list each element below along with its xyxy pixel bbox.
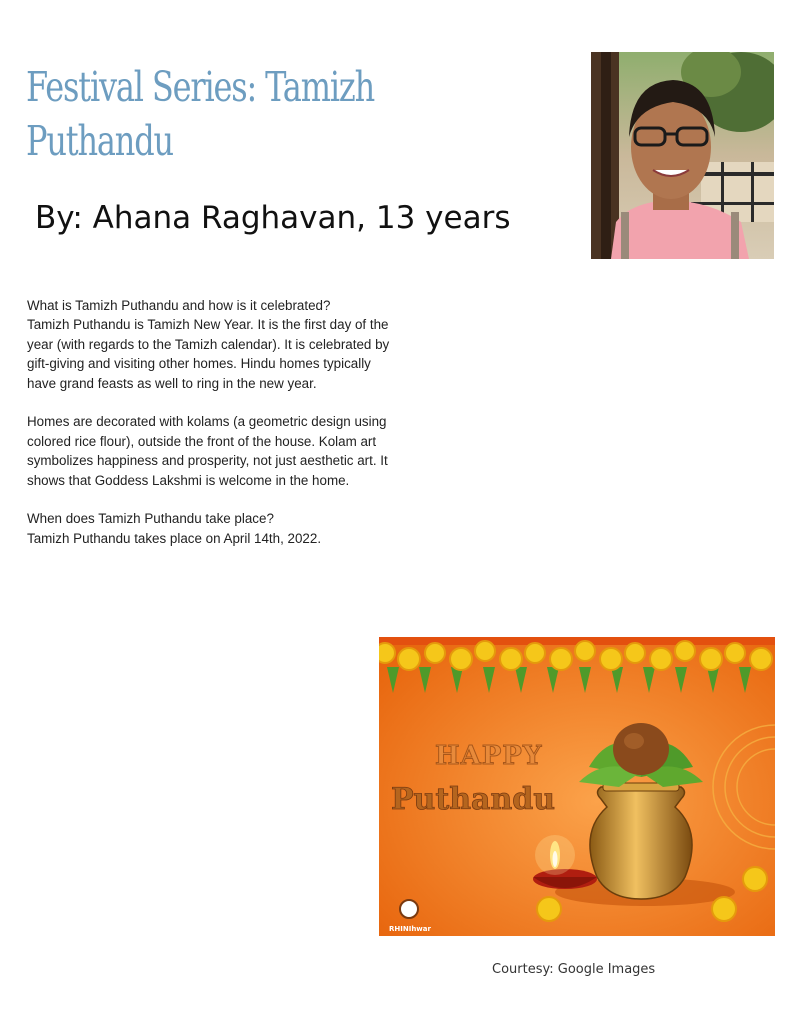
text-line: Homes are decorated with kolams (a geometric design using: [27, 414, 387, 430]
banner-happy-text: HAPPY: [435, 741, 543, 771]
author-photo: [591, 52, 774, 259]
text-line: shows that Goddess Lakshmi is welcome in the home.: [27, 472, 350, 488]
author-byline: By: Ahana Raghavan, 13 years: [35, 200, 511, 236]
page-title: [26, 60, 375, 168]
banner-illustration: [379, 637, 775, 936]
happy-puthandu-banner: [379, 637, 775, 936]
image-credit: Courtesy: Google Images: [492, 962, 656, 977]
text-line: gift-giving and visiting other homes. Hindu homes typically: [27, 356, 371, 372]
article-body: [27, 296, 447, 568]
text-line: Tamizh Puthandu takes place on April 14th, 2022.: [27, 530, 322, 546]
author-photo-illustration: [591, 52, 774, 259]
text-line: year (with regards to the Tamizh calendar). It is celebrated by: [27, 336, 390, 352]
text-line: Tamizh Puthandu is Tamizh New Year. It is the first day of the: [27, 317, 389, 333]
banner-puthandu-text: Puthandu: [391, 782, 556, 817]
text-line: When does Tamizh Puthandu take place?: [27, 511, 274, 527]
paragraph-date: [27, 509, 447, 548]
title-line-2: Puthandu: [26, 117, 173, 165]
paragraph-celebration: [27, 296, 447, 393]
text-line: colored rice flour), outside the front of the house. Kolam art: [27, 433, 377, 449]
text-line: have grand feasts as well to ring in the new year.: [27, 375, 317, 391]
title-line-1: Festival Series: Tamizh: [26, 63, 375, 111]
text-line: What is Tamizh Puthandu and how is it celebrated?: [27, 298, 331, 313]
text-line: symbolizes happiness and prosperity, not just aesthetic art. It: [27, 453, 388, 469]
logo-text: RHINIhwar: [389, 925, 431, 933]
paragraph-kolams: [27, 412, 447, 490]
